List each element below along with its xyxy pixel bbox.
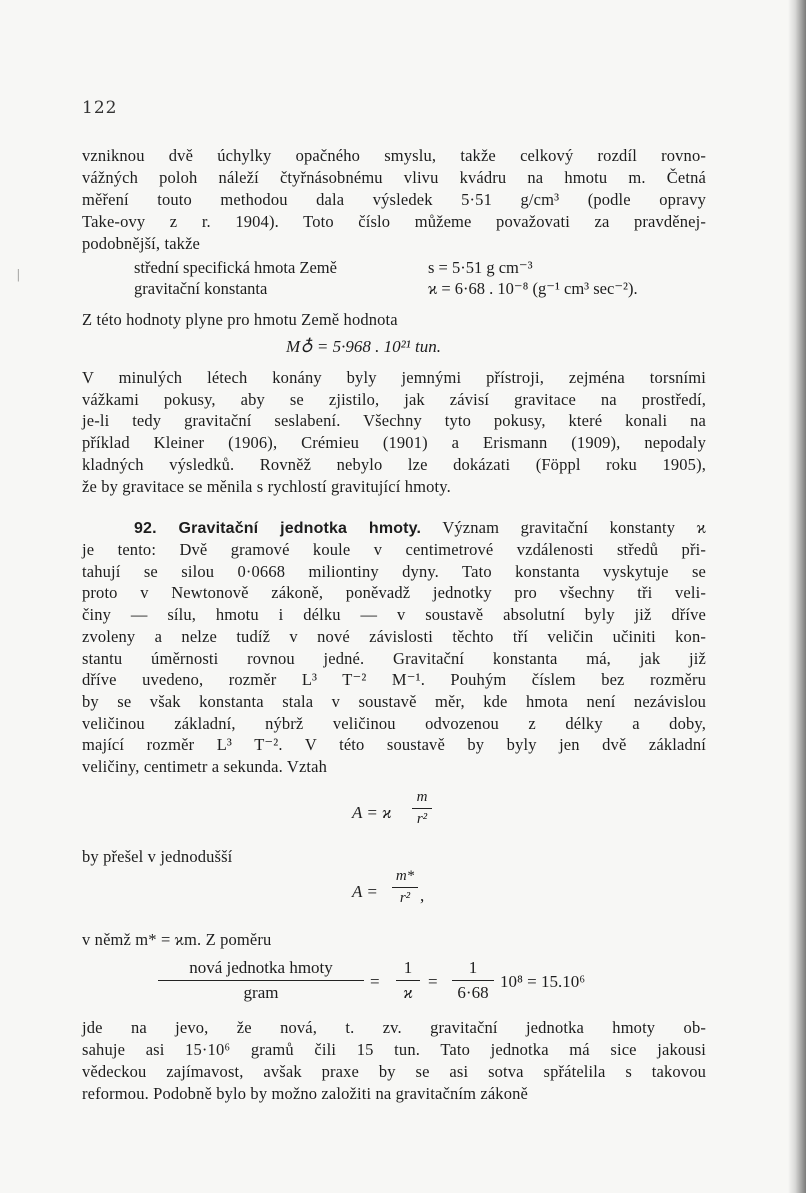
eq3-equals-1: = bbox=[370, 972, 380, 991]
p3-line: jde na jevo, že nová, t. zv. gravitační jednotka hmoty ob- bbox=[82, 1018, 706, 1037]
p2-line: V minulých létech konány byly jemnými přístroji, zejména torsními bbox=[82, 368, 706, 387]
p2-line: vážkami pokusy, aby se zjistilo, jak závisí gravitace na prostředí, bbox=[82, 389, 706, 409]
p1-line: vážných poloh náleží čtyřnásobnému vlivu kvádru na hmotu m. Četná bbox=[82, 168, 706, 187]
eq1-fraction bbox=[412, 789, 432, 828]
p4-line: proto v Newtonově zákoně, poněvadž jednotky pro všechny tři veli- bbox=[82, 583, 706, 603]
eq3-fraction-1 bbox=[158, 958, 364, 1003]
p1-line: měření touto methodou dala výsledek 5·51 g/cm³ (podle opravy bbox=[82, 190, 706, 209]
section-heading-rest: Význam gravitační konstanty ϰ bbox=[442, 518, 707, 537]
p2-line: kladných výsledků. Rovněž nebylo lze dokázati (Föppl roku 1905), bbox=[82, 454, 706, 474]
between-text-2: v němž m* = ϰm. Z poměru bbox=[82, 930, 272, 949]
eq3-denominator-1: gram bbox=[243, 983, 279, 1002]
margin-mark: ᛁ bbox=[14, 268, 23, 284]
eq3-bar-2 bbox=[396, 980, 420, 981]
p2-line: je-li tedy gravitační seslabení. Všechny tyto pokusy, které konali na bbox=[82, 411, 706, 431]
eq3-bar-3 bbox=[452, 980, 494, 981]
p1-line: vzniknou dvě úchylky opačného smyslu, takže celkový rozdíl rovno- bbox=[82, 146, 706, 165]
eq1-lhs: A = ϰ bbox=[352, 803, 392, 822]
eq3-tail: 10⁸ = 15.10⁶ bbox=[500, 972, 586, 991]
eq3-bar-1 bbox=[158, 980, 364, 981]
p2-line: příklad Kleiner (1906), Crémieu (1901) a Erismann (1909), nepodaly bbox=[82, 433, 706, 453]
p3-line: reformou. Podobně bylo by možno založiti na gravitačním zákoně bbox=[82, 1084, 528, 1103]
eq2-fraction bbox=[392, 868, 418, 907]
page-binding-shadow bbox=[788, 0, 806, 1193]
eq3-fraction-3 bbox=[452, 958, 494, 1003]
eq2-bar bbox=[392, 887, 418, 888]
eq3-equals-2: = bbox=[428, 972, 438, 991]
eq3-denominator-2: ϰ bbox=[403, 983, 413, 1002]
p4-line: dříve uvedeno, rozměr L³ T⁻² M⁻¹. Pouhým číslem bez rozměru bbox=[82, 670, 706, 690]
p1-line: podobnější, takže bbox=[82, 234, 201, 253]
eq3-denominator-3: 6·68 bbox=[457, 983, 489, 1002]
p4-line: stantu úměrnosti rovnou jedné. Gravitační konstanta má, jak již bbox=[82, 648, 706, 668]
p2-line: že by gravitace se měnila s rychlostí gravitující hmoty. bbox=[82, 476, 451, 496]
eq2-numerator: m* bbox=[395, 868, 415, 884]
section-heading: 92. Gravitační jednotka hmoty. bbox=[134, 520, 422, 537]
p4-line: veličiny, centimetr a sekunda. Vztah bbox=[82, 757, 328, 776]
page-number: 122 bbox=[82, 98, 118, 118]
p3-line: sahuje asi 15·10⁶ gramů čili 15 tun. Tato jednotka má sice jakousi bbox=[82, 1040, 706, 1059]
eq2-denominator: r² bbox=[399, 890, 411, 906]
p4-line: je tento: Dvě gramové koule v centimetrové vzdálenosti středů při- bbox=[82, 540, 706, 559]
eq3-numerator-2: 1 bbox=[403, 958, 413, 977]
eq1-bar bbox=[412, 808, 432, 809]
eq2-lhs: A = bbox=[352, 882, 378, 901]
p4-line: by se však konstanta stala v soustavě měr, kde hmota není nezávislou bbox=[82, 691, 706, 711]
density-label: střední specifická hmota Země bbox=[134, 258, 337, 277]
gravity-label: gravitační konstanta bbox=[134, 279, 268, 298]
eq3-numerator-3: 1 bbox=[468, 958, 478, 977]
p4-line: tahují se silou 0·0668 miliontiny dyny. Tato konstanta vyskytuje se bbox=[82, 561, 706, 581]
p1-line: Take-ovy z r. 1904). Toto číslo můžeme považovati za pravděnej- bbox=[82, 212, 706, 231]
earth-mass-formula: M♁ = 5·968 . 10²¹ tun. bbox=[286, 337, 442, 356]
p4-line: zvoleny a nelze tudíž v nové závislosti těchto tří veličin učiniti kon- bbox=[82, 626, 706, 646]
p4-line: mající rozměr L³ T⁻². V této soustavě by byly jen dvě základní bbox=[82, 735, 706, 755]
density-value: s = 5·51 g cm⁻³ bbox=[428, 258, 533, 277]
p4-line: veličinou základní, nýbrž veličinou odvozenou z délky a doby, bbox=[82, 713, 706, 733]
earth-mass-intro: Z této hodnoty plyne pro hmotu Země hodnota bbox=[82, 310, 398, 329]
between-text-1: by přešel v jednodušší bbox=[82, 847, 233, 866]
section-first-line bbox=[134, 518, 706, 539]
eq1-numerator: m bbox=[416, 789, 428, 805]
p3-line: vědeckou zajímavost, avšak praxe by se asi sotva spřátelila s takovou bbox=[82, 1062, 706, 1081]
eq1-denominator: r² bbox=[416, 811, 428, 827]
gravity-value: ϰ = 6·68 . 10⁻⁸ (g⁻¹ cm³ sec⁻²). bbox=[428, 279, 638, 298]
eq2-tail: , bbox=[420, 886, 425, 905]
eq3-numerator-1: nová jednotka hmoty bbox=[189, 958, 333, 977]
p4-line: činy — sílu, hmotu i délku — v soustavě absolutní byly již dříve bbox=[82, 605, 706, 625]
eq3-fraction-2 bbox=[396, 958, 420, 1003]
